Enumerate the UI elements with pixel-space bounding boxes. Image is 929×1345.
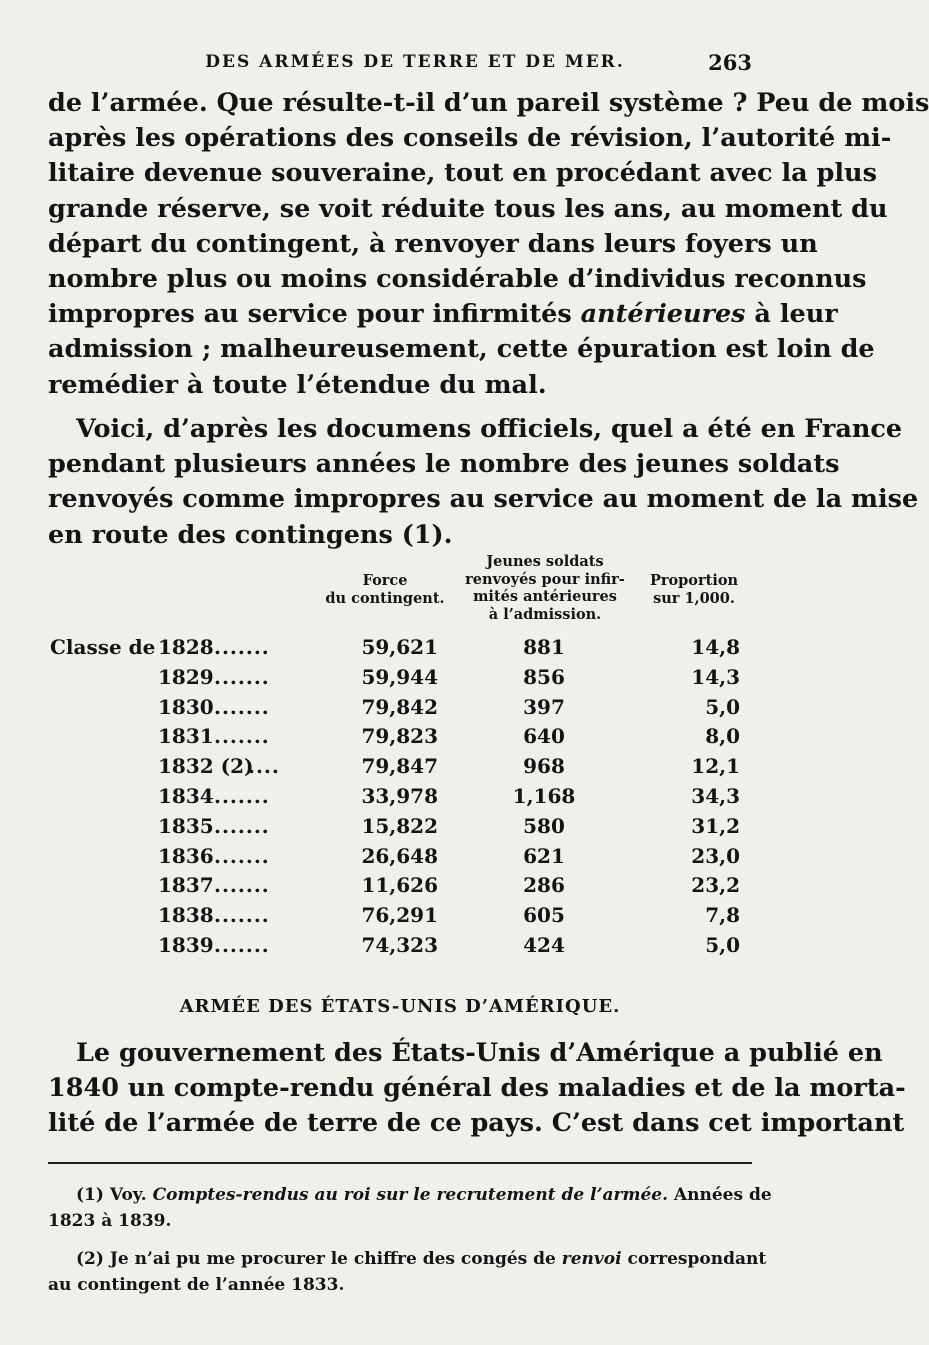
year-cell: 1838 [158,903,214,928]
paragraph-2 [48,412,919,553]
proportion-cell: 14,3 [691,664,740,689]
force-cell: 79,847 [361,754,438,779]
recruitment-table [48,631,752,959]
text-line: 1840 un compte-rendu général des maladies et de la morta- [48,1073,906,1104]
year-cell: 1835 [158,813,214,838]
leader-dots: ....... [214,843,270,868]
leader-dots: ....... [214,932,270,957]
table-row [48,750,752,780]
force-cell: 59,621 [361,635,438,659]
force-cell: 26,648 [361,843,438,868]
footnote-1 [48,1182,772,1234]
force-cell: 76,291 [361,903,438,928]
header-line: du contingent. [325,589,445,607]
leader-dots: ....... [214,873,270,898]
header-line: sur 1,000. [653,589,735,607]
text-line: Le gouvernement des États-Unis d’Amérique a publié en [76,1038,883,1068]
table-row [48,780,752,810]
proportion-cell: 5,0 [705,694,740,719]
leader-dots: .... [248,754,280,779]
text-line: nombre plus ou moins considérable d’individus reconnus [48,264,867,295]
text-line: au contingent de l’année 1833. [48,1275,345,1295]
proportion-cell: 12,1 [691,754,740,779]
running-title: DES ARMÉES DE TERRE ET DE MER. [205,52,625,72]
text-line [48,1246,767,1272]
table-row [48,661,752,691]
year-cell: 1839 [158,932,214,957]
renvoyes-cell: 881 [523,635,565,659]
text-line: renvoyés comme impropres au service au moment de la mise [48,484,919,515]
text-line: Voici, d’après les documens officiels, quel a été en France [76,414,903,444]
text-line [48,297,838,332]
paragraph-3 [48,1036,906,1142]
renvoyes-cell: 397 [523,694,565,719]
text-line: admission ; malheureusement, cette épuration est loin de [48,334,875,365]
proportion-cell: 34,3 [691,783,740,808]
year-cell: 1836 [158,843,214,868]
footnote-rule [48,1162,752,1164]
renvoyes-cell: 286 [523,873,565,898]
table-row [48,899,752,929]
year-cell: 1829 [158,664,214,689]
force-cell: 33,978 [361,783,438,808]
leader-dots: ....... [214,783,270,808]
italic-word: renvoi [561,1249,622,1269]
col-header-force [320,572,450,607]
running-head [48,50,752,76]
col-header-proportion [634,572,754,607]
proportion-cell: 23,2 [691,873,740,898]
text-line: pendant plusieurs années le nombre des jeunes soldats [48,449,840,480]
header-line: Jeunes soldats [486,553,604,570]
table-row [48,631,752,661]
text-line: 1823 à 1839. [48,1211,172,1231]
header-line: mités antérieures [473,588,617,605]
renvoyes-cell: 1,168 [512,783,576,808]
proportion-cell: 5,0 [705,932,740,957]
text-run: Années de [673,1185,772,1205]
text-line [48,1182,772,1208]
header-line: Proportion [649,572,739,589]
force-cell: 59,944 [361,664,438,689]
text-line: après les opérations des conseils de révision, l’autorité mi- [48,123,892,154]
leader-dots: ....... [214,664,270,689]
leader-dots: ....... [214,903,270,928]
renvoyes-cell: 605 [523,903,565,928]
header-line: à l’admission. [488,605,602,623]
proportion-cell: 14,8 [691,635,740,659]
leader-dots: ....... [214,635,270,659]
renvoyes-cell: 424 [523,932,565,957]
italic-word: antérieures [580,299,746,330]
italic-title: Comptes-rendus au roi sur le recrutement de l’armée. [152,1185,668,1205]
header-line: renvoyés pour infir- [465,570,625,588]
leader-dots: ....... [214,813,270,838]
text-line: lité de l’armée de terre de ce pays. C’est dans cet important [48,1108,905,1139]
renvoyes-cell: 580 [523,813,565,838]
year-cell: 1831 [158,724,214,749]
leader-dots: ....... [214,694,270,719]
section-title: ARMÉE DES ÉTATS-UNIS D’AMÉRIQUE. [179,996,621,1017]
force-cell: 74,323 [361,932,438,957]
text-line: départ du contingent, à renvoyer dans leurs foyers un [48,228,818,259]
force-cell: 79,842 [361,694,438,719]
renvoyes-cell: 968 [523,754,565,779]
header-line: Force [362,572,408,589]
force-cell: 11,626 [361,873,438,898]
proportion-cell: 7,8 [705,903,740,928]
text-run: impropres au service pour infirmités [48,299,572,330]
renvoyes-cell: 856 [523,664,565,689]
year-cell: 1832 (2) [158,754,254,779]
text-line: litaire devenue souveraine, tout en procédant avec la plus [48,158,877,189]
paragraph-1 [48,86,929,403]
table-row [48,869,752,899]
year-cell: 1834 [158,783,214,808]
footnote-mark: (1) Voy. [76,1185,147,1205]
footnote-2 [48,1246,767,1298]
text-line: de l’armée. Que résulte-t-il d’un pareil système ? Peu de mois [48,88,929,118]
leader-dots: ....... [214,724,270,749]
text-run: correspondant [627,1249,767,1269]
proportion-cell: 8,0 [705,724,740,749]
proportion-cell: 23,0 [691,843,740,868]
table-row [48,810,752,840]
table-row [48,840,752,870]
text-line: remédier à toute l’étendue du mal. [48,369,547,400]
renvoyes-cell: 640 [523,724,565,749]
year-cell: 1837 [158,873,214,898]
year-cell: 1830 [158,694,214,719]
force-cell: 15,822 [361,813,438,838]
table-row [48,720,752,750]
table-row [48,929,752,959]
force-cell: 79,823 [361,724,438,749]
text-line: en route des contingens (1). [48,519,453,550]
table-row [48,691,752,721]
text-run: à leur [754,299,838,330]
proportion-cell: 31,2 [691,813,740,838]
col-header-renvoyes [460,553,630,623]
renvoyes-cell: 621 [523,843,565,868]
text-line: grande réserve, se voit réduite tous les ans, au moment du [48,193,888,224]
year-cell: 1828 [158,635,214,659]
page-number: 263 [708,50,752,75]
class-label: Classe de [50,635,156,659]
text-run: (2) Je n’ai pu me procurer le chiffre des congés de [76,1249,556,1269]
